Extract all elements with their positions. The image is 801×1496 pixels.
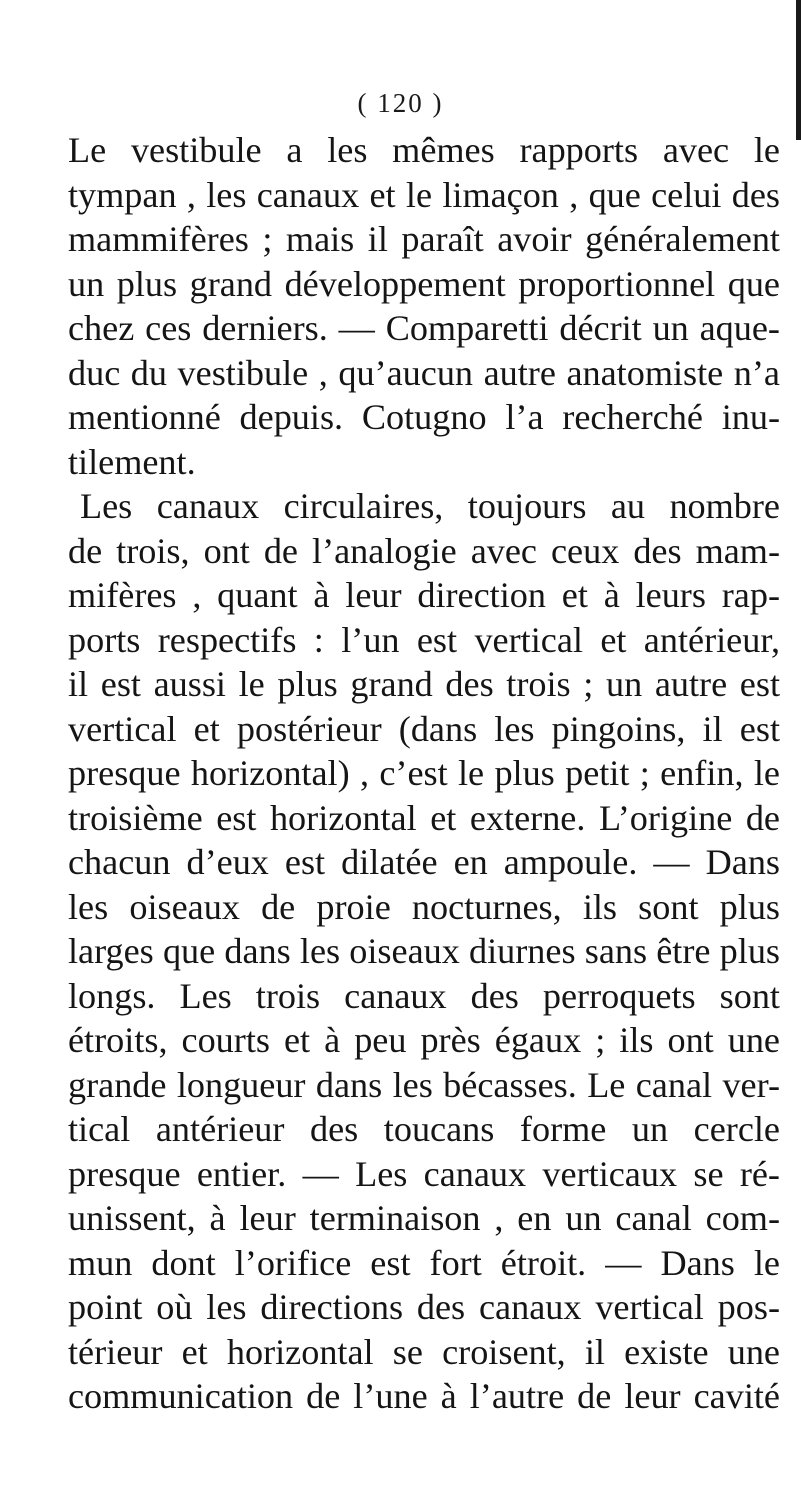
text-line: vertical et postérieur (dans les pingoins, il est xyxy=(68,708,780,749)
text-line: mifères , quant à leur direction et à leurs rap- xyxy=(68,575,780,615)
text-line: presque entier. — Les canaux verticaux se ré- xyxy=(68,1153,780,1194)
text-line: duc du vestibule , qu’aucun autre anatomiste n’a xyxy=(68,352,780,393)
text-line: un plus grand développement proportionnel que xyxy=(68,263,780,304)
text-line: mammifères ; mais il paraît avoir généralement xyxy=(68,219,780,259)
text-line: ports respectifs : l’un est vertical et antérieur, xyxy=(68,619,780,660)
text-line: de trois, ont de l’analogie avec ceux des mam- xyxy=(68,530,780,571)
text-line: térieur et horizontal se croisent, il existe une xyxy=(68,1331,780,1372)
text-line: chez ces derniers. — Comparetti décrit un aque- xyxy=(68,308,780,348)
text-line: chacun d’eux est dilatée en ampoule. — Dans xyxy=(68,842,780,882)
page-number: ( 120 ) xyxy=(357,88,444,118)
text-line: grande longueur dans les bécasses. Le canal ver- xyxy=(68,1064,780,1105)
text-line: mentionné depuis. Cotugno l’a recherché inu- xyxy=(68,397,780,437)
text-line: étroits, courts et à peu près égaux ; ils ont une xyxy=(68,1020,780,1060)
text-line: il est aussi le plus grand des trois ; un autre est xyxy=(68,664,780,704)
text-line: mun dont l’orifice est fort étroit. — Dans le xyxy=(68,1242,780,1283)
text-line: Les canaux circulaires, toujours au nombre xyxy=(80,486,780,526)
text-line: presque horizontal) , c’est le plus petit ; enfin, le xyxy=(68,753,780,793)
text-line: unissent, à leur terminaison , en un canal com- xyxy=(68,1198,780,1238)
text-line: tilement. xyxy=(68,441,196,482)
text-line: communication de l’une à l’autre de leur cavité xyxy=(68,1376,780,1416)
body-text xyxy=(68,128,780,1419)
text-line: tical antérieur des toucans forme un cercle xyxy=(68,1109,780,1149)
text-line: Le vestibule a les mêmes rapports avec le xyxy=(68,130,780,170)
text-line: point où les directions des canaux vertical pos- xyxy=(68,1287,780,1327)
text-line: longs. Les trois canaux des perroquets sont xyxy=(68,975,780,1016)
text-line: troisième est horizontal et externe. L’origine de xyxy=(68,797,780,838)
page-edge-shadow xyxy=(796,0,801,140)
text-line: tympan , les canaux et le limaçon , que celui des xyxy=(68,174,780,215)
text-line: les oiseaux de proie nocturnes, ils sont plus xyxy=(68,886,780,927)
text-line: larges que dans les oiseaux diurnes sans être plus xyxy=(68,931,780,971)
